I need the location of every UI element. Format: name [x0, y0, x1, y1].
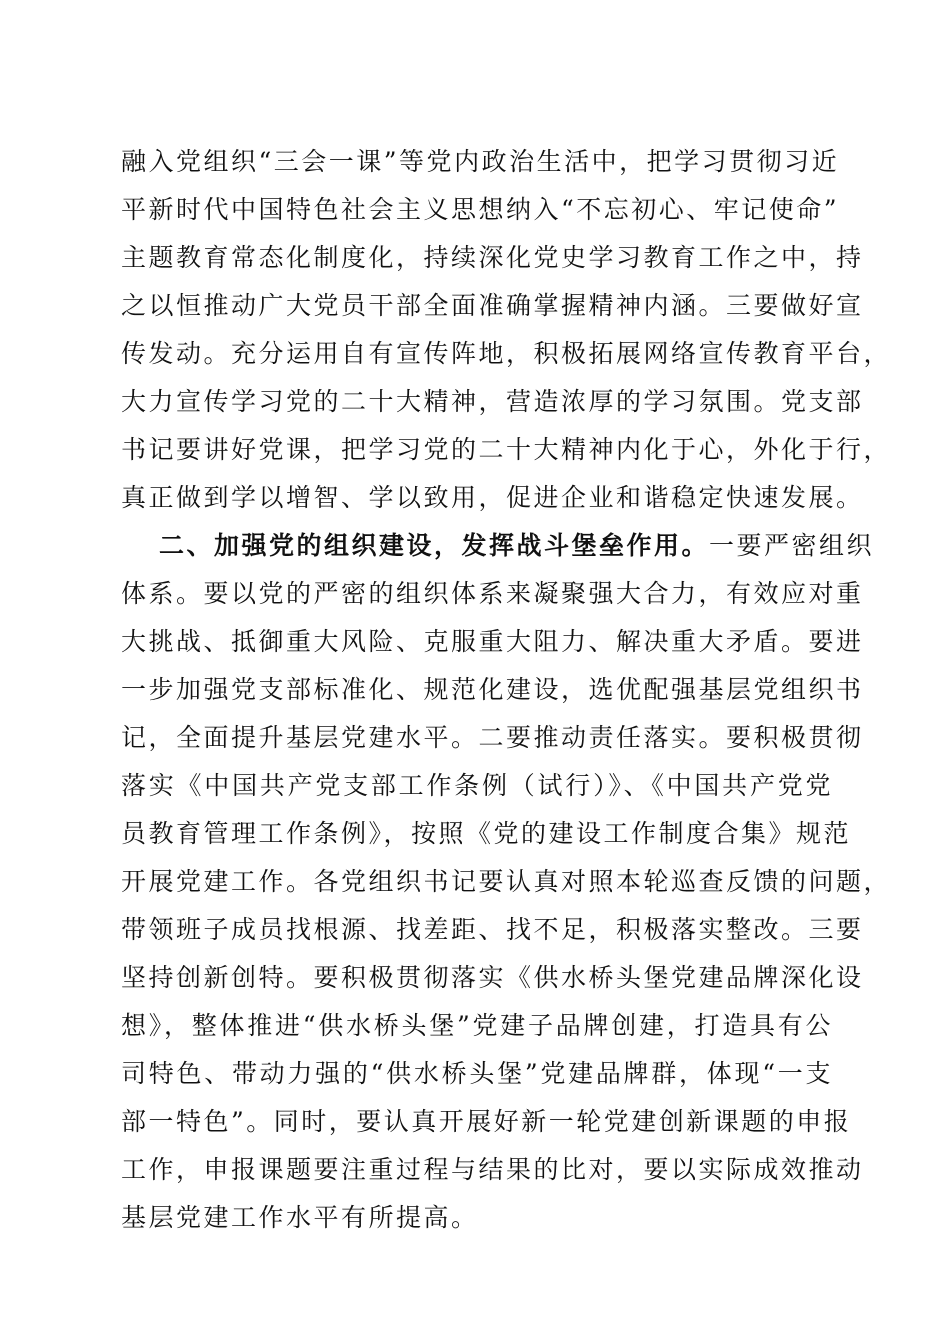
text-line: 带领班子成员找根源、找差距、找不足，积极落实整改。三要 — [121, 915, 864, 944]
text-line: 主题教育常态化制度化，持续深化党史学习教育工作之中，持 — [121, 243, 864, 272]
text-line: 坚持创新创特。要积极贯彻落实《供水桥头堡党建品牌深化设 — [121, 963, 864, 992]
text-line: 传发动。充分运用自有宣传阵地，积极拓展网络宣传教育平台， — [121, 339, 892, 368]
text-line: 大挑战、抵御重大风险、克服重大阻力、解决重大矛盾。要进 — [121, 627, 864, 656]
paragraph-2 — [121, 522, 892, 1242]
text-line: 员教育管理工作条例》，按照《党的建设工作制度合集》规范 — [121, 819, 852, 848]
text-line: 部一特色”。同时，要认真开展好新一轮党建创新课题的申报 — [121, 1107, 852, 1136]
text-line: 平新时代中国特色社会主义思想纳入“不忘初心、牢记使命” — [121, 195, 840, 224]
text-line: 书记要讲好党课，把学习党的二十大精神内化于心，外化于行， — [121, 435, 892, 464]
text-line: 司特色、带动力强的“供水桥头堡”党建品牌群，体现“一支 — [121, 1059, 833, 1088]
text-line: 之以恒推动广大党员干部全面准确掌握精神内涵。三要做好宣 — [121, 291, 864, 320]
document-body — [121, 138, 892, 1242]
text-line: 落实《中国共产党支部工作条例（试行）》、《中国共产党党 — [121, 771, 833, 800]
text-line: 真正做到学以增智、学以致用，促进企业和谐稳定快速发展。 — [121, 483, 864, 512]
heading-line-text: 一要严密组织 — [709, 531, 875, 560]
text-line: 基层党建工作水平有所提高。 — [121, 1203, 479, 1232]
text-line: 一步加强党支部标准化、规范化建设，选优配强基层党组织书 — [121, 675, 864, 704]
text-line: 记，全面提升基层党建水平。二要推动责任落实。要积极贯彻 — [121, 723, 864, 752]
text-line: 想》，整体推进“供水桥头堡”党建子品牌创建，打造具有公 — [121, 1011, 833, 1040]
text-line: 工作，申报课题要注重过程与结果的比对，要以实际成效推动 — [121, 1155, 864, 1184]
section-heading: 二、加强党的组织建设，发挥战斗堡垒作用。 — [159, 531, 710, 560]
text-line: 体系。要以党的严密的组织体系来凝聚强大合力，有效应对重 — [121, 579, 864, 608]
section-heading-line — [121, 522, 875, 570]
text-line: 融入党组织“三会一课”等党内政治生活中，把学习贯彻习近 — [121, 147, 840, 176]
text-line: 开展党建工作。各党组织书记要认真对照本轮巡查反馈的问题， — [121, 867, 892, 896]
text-line: 大力宣传学习党的二十大精神，营造浓厚的学习氛围。党支部 — [121, 387, 864, 416]
paragraph-1 — [121, 138, 892, 522]
